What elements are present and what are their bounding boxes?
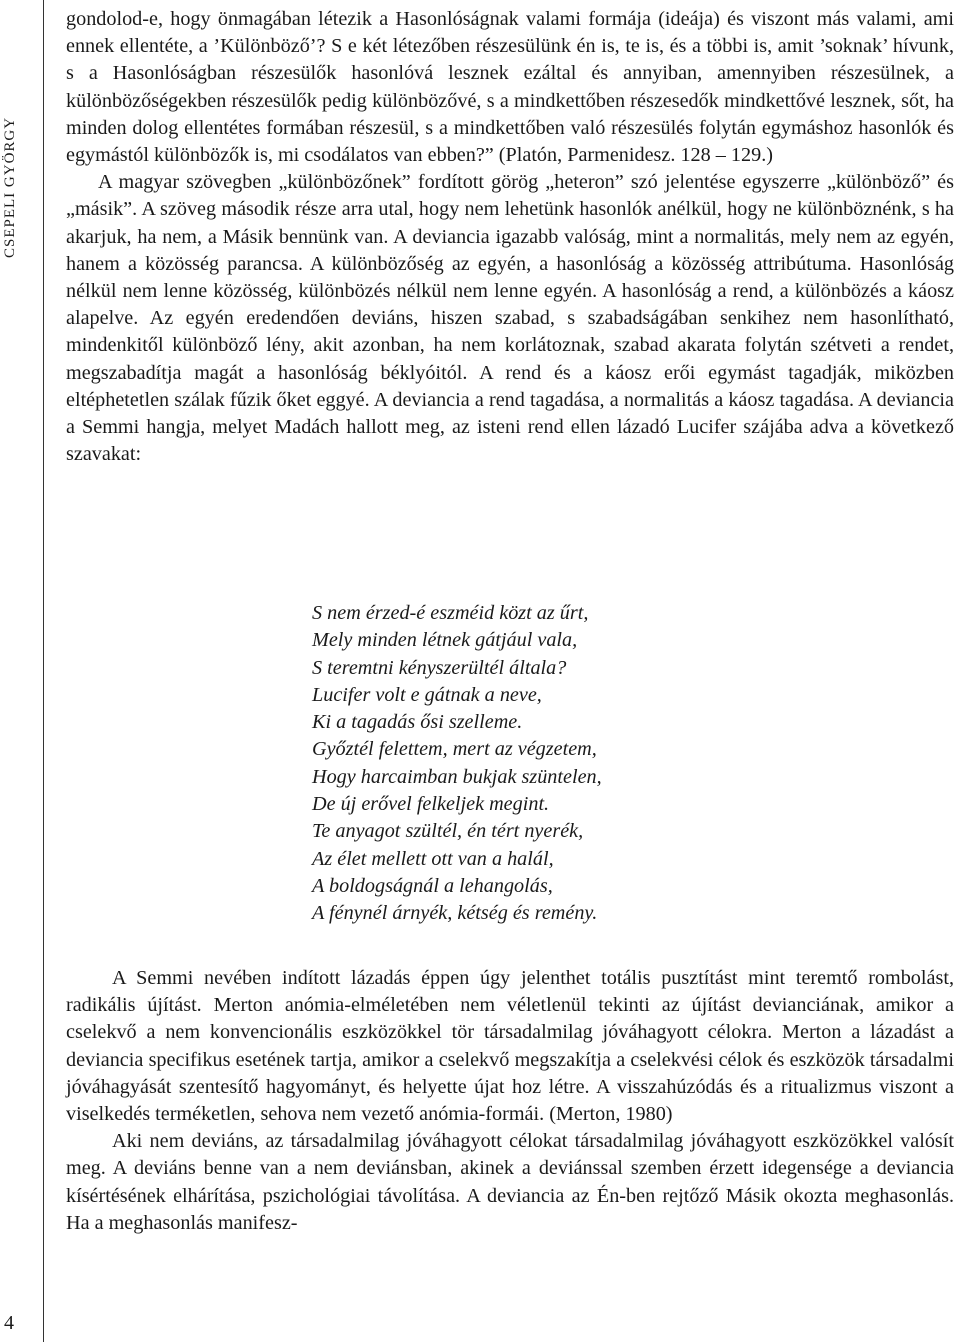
paragraph: Aki nem deviáns, az társadalmilag jóváhagyott célokat társadalmilag jóváhagyott eszközökkel valósít meg. A deviáns benne van a nem deviánsban, akinek a deviánssal szemben érzett idegensége a deviancia kísértésének elhárítása, pszichológiai távolítása. A deviancia az Én-ben rejtőző Másik okozta meghasonlás. Ha a meghasonlás manifesz- xyxy=(66,1130,954,1234)
paragraph: gondolod-e, hogy önmagában létezik a Hasonlóságnak valami formája (ideája) és viszont más valami, ami ennek ellentéte, a ’Különböző’? S e két létezőben részesülünk én is, te is, és a többi is, amit ’soknak’ hívunk, s a Hasonlóságban részesülők hasonlóvá lesznek ezáltal és annyiban, amennyiben részesülnek, a különbözőségekben részesülők pedig különbözővé, s a mindkettőben részesedők mindkettővé lesznek, sőt, ha minden dolog ellentétes formában részesül, s a mindkettőben való részesülés folytán egymáshoz hasonlók és egymástól különbözők is, mi csodálatos van ebben?” (Platón, Parmenidesz. 128 – 129.) xyxy=(66,8,954,167)
running-head: CSEPELI GYÖRGY xyxy=(2,116,18,258)
poem-line: Ki a tagadás ősi szelleme. xyxy=(312,711,523,734)
poem-line: S teremtni kényszerültél általa? xyxy=(312,656,567,679)
poem-quote xyxy=(312,600,912,928)
poem-line: S nem érzed-é eszméid közt az űrt, xyxy=(312,602,589,624)
poem-line: Hogy harcaimban bukjak szüntelen, xyxy=(312,765,602,788)
body-text-top xyxy=(66,6,954,468)
poem-line: Te anyagot szültél, én tért nyerék, xyxy=(312,820,584,843)
poem-line: Mely minden létnek gátjául vala, xyxy=(312,629,578,652)
paragraph: A Semmi nevében indított lázadás éppen úgy jelenthet totális pusztítást mint teremtő rombolást, radikális újítást. Merton anómia-elméletében nem véletlenül tekinti az újítást devianciának, amikor a cselekvő a nem konvencionális eszközökkel tör társadalmilag jóváhagyott célokra. Merton a lázadást a deviancia specifikus esetének tartja, amikor a cselekvő megszakítja a cselekvési célok és eszközök társadalmi jóváhagyását szentesítő hagyományt, és helyette újat hoz létre. A visszahúzódás és a ritualizmus viszont a viselkedés terméketlen, sehova nem vezető anómia-formái. (Merton, 1980) xyxy=(66,967,954,1126)
page-number: 4 xyxy=(4,1312,14,1334)
poem-line: A fénynél árnyék, kétség és remény. xyxy=(312,902,598,925)
poem-line: A boldogságnál a lehangolás, xyxy=(312,874,553,897)
poem-line: Lucifer volt e gátnak a neve, xyxy=(312,683,542,706)
poem-line: Győztél felettem, mert az végzetem, xyxy=(312,738,597,761)
margin-rule xyxy=(43,0,44,1342)
poem-line: De új erővel felkeljek megint. xyxy=(312,793,550,816)
poem-line: Az élet mellett ott van a halál, xyxy=(312,847,554,870)
paragraph: A magyar szövegben „különbözőnek” fordított görög „heteron” szó jelentése egyszerre „különböző” és „másik”. A szöveg második része arra utal, hogy nem lehetünk hasonlók anélkül, hogy ne különböznénk, s ha akarjuk, ha nem, a Másik bennünk van. A deviancia igazabb valóság, mint a normalitás, mely nem az egyén, hanem a közösség parancsa. A különbözőség az egyén, a hasonlóság a közösség attribútuma. Hasonlóság nélkül nem lenne közösség, különbözés nélkül nem lenne egyén. A hasonlóság a rend, a különbözés a káosz alapelve. Az egyén eredendően deviáns, hiszen szabad, s szabadságában senkihez nem hasonlítható, mindenkitől különböző lény, akit azonban, ha nem korlátoznak, szabad akarata folytán szétveti a rendet, megszabadítja magát a hasonlóság béklyóitól. A rend és a káosz erői egymást tagadják, miközben eltéphetetlen szálak fűzik őket eggyé. A deviancia a rend tagadása, a normalitás a káosz tagadása. A deviancia a Semmi hangja, melyet Madách hallott meg, az isteni rend ellen lázadó Lucifer szájába adva a következő szavakat: xyxy=(66,171,954,466)
body-text-bottom xyxy=(66,965,954,1237)
